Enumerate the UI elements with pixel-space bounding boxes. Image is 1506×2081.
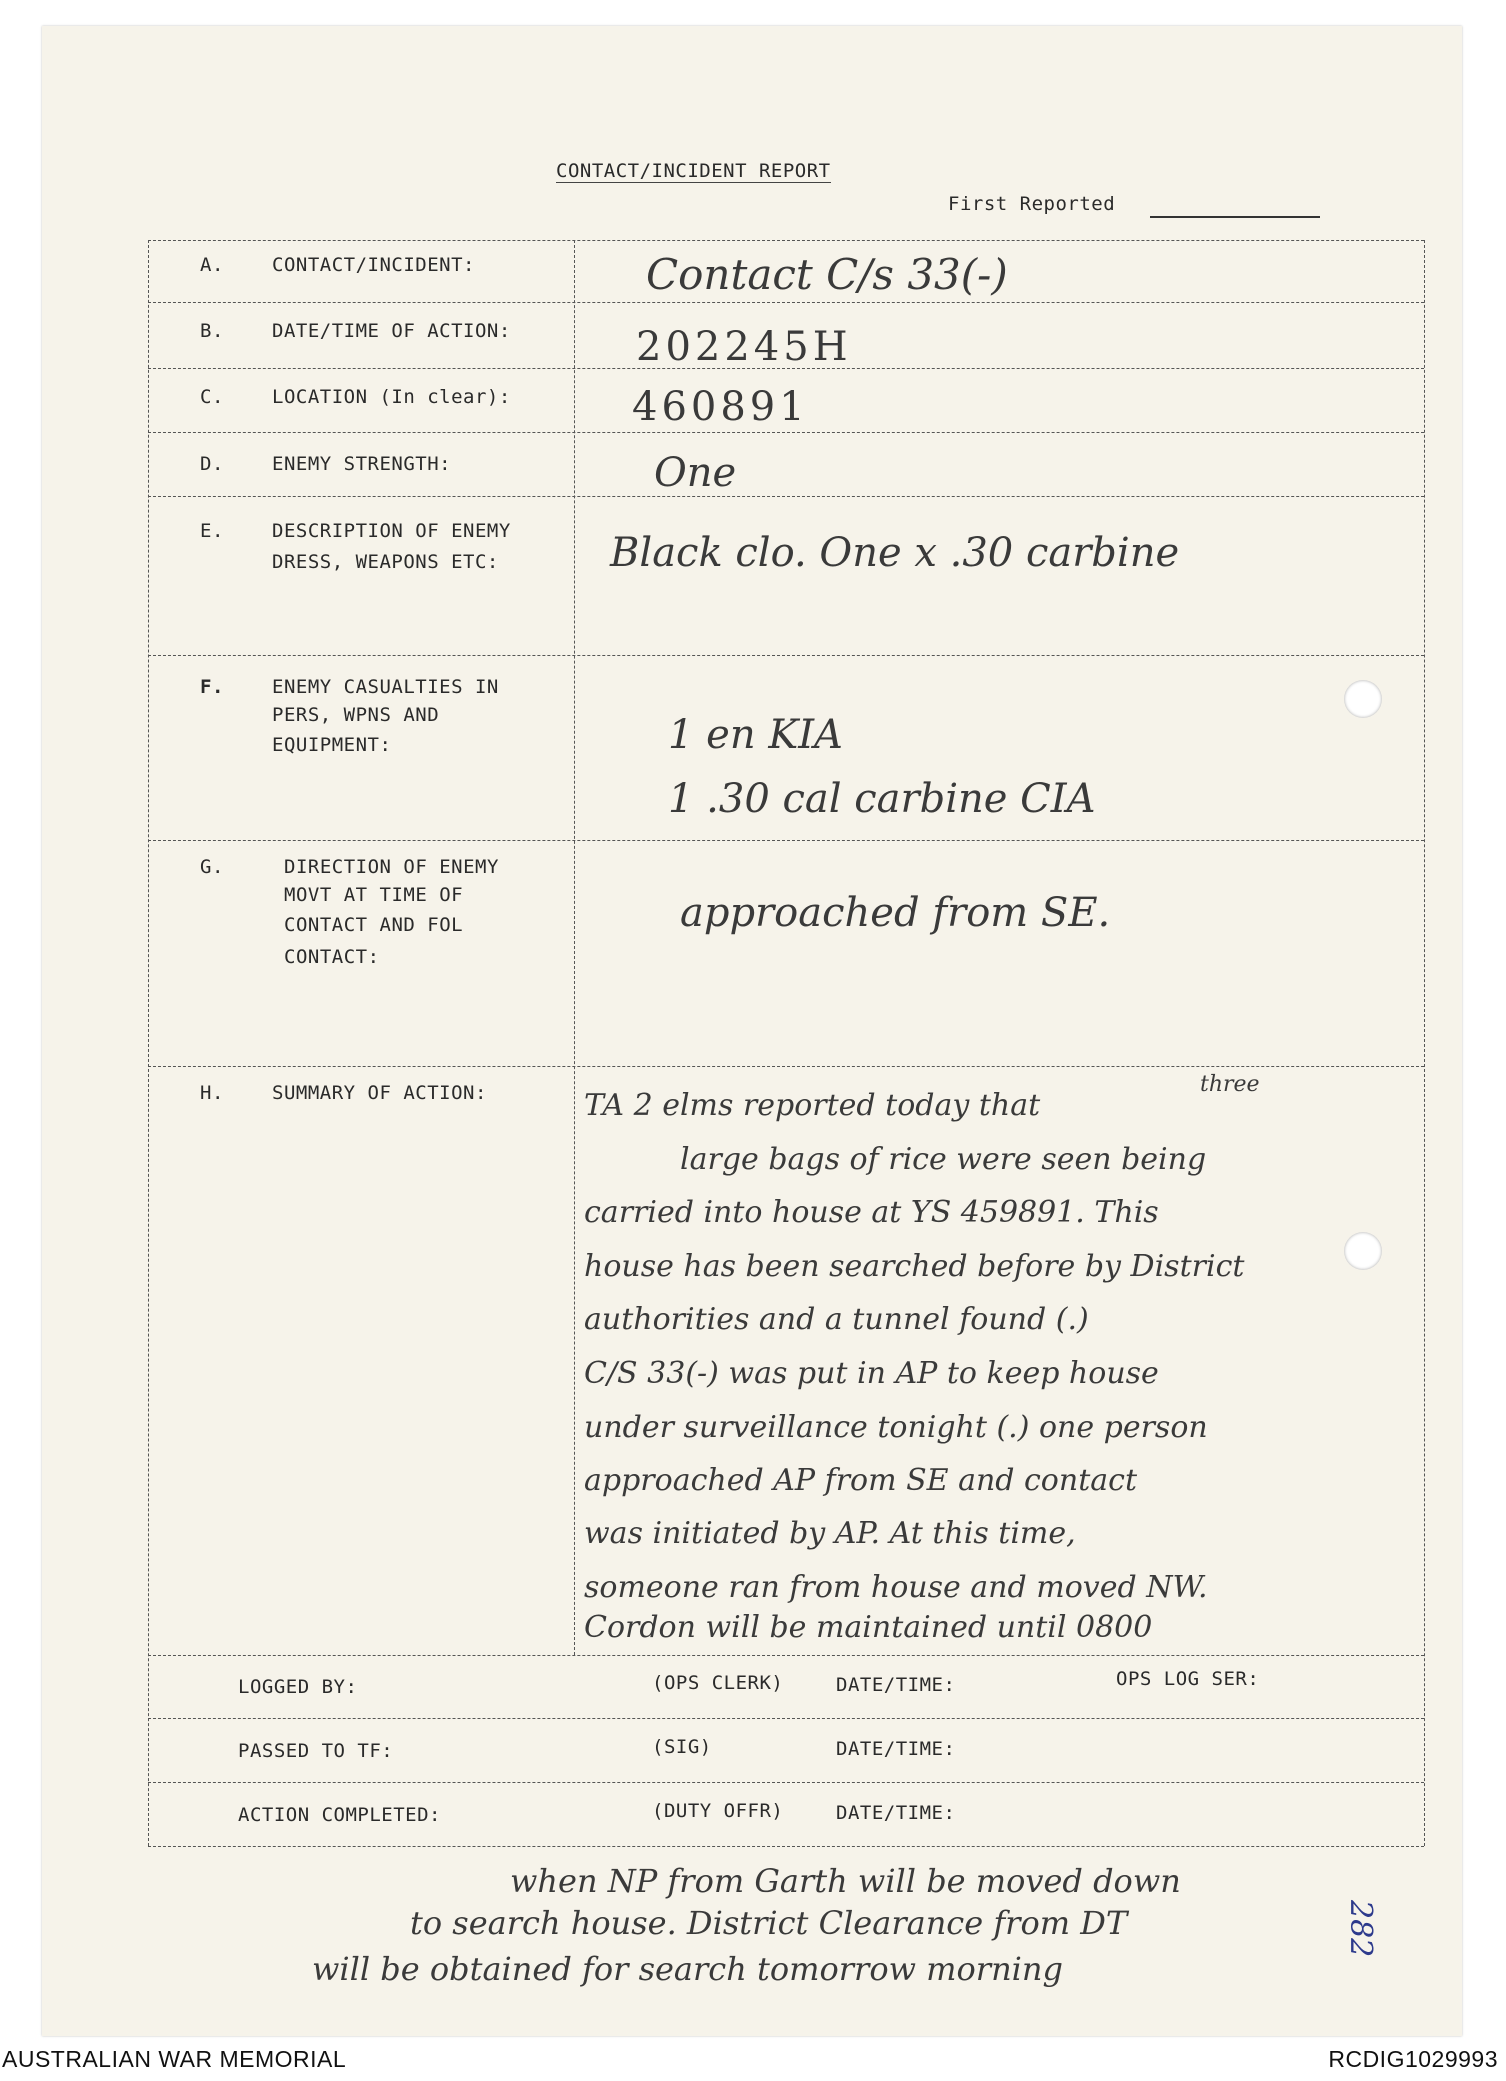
summary-correction: three (1200, 1072, 1260, 1097)
summary-line: under surveillance tonight (.) one person (584, 1410, 1208, 1445)
table-rule (148, 1066, 1424, 1067)
action-completed-datetime: DATE/TIME: (836, 1802, 956, 1824)
table-rule (148, 496, 1424, 497)
table-border-left (148, 240, 149, 1846)
logged-by-label: LOGGED BY: (238, 1676, 358, 1698)
action-completed-role: (DUTY OFFR) (652, 1800, 784, 1822)
row-b-label: DATE/TIME OF ACTION: (272, 320, 511, 342)
row-g-letter: G. (200, 856, 224, 878)
punch-hole (1344, 1232, 1382, 1270)
passed-to-datetime: DATE/TIME: (836, 1738, 956, 1760)
table-rule (148, 840, 1424, 841)
summary-line: C/S 33(-) was put in AP to keep house (584, 1356, 1159, 1391)
report-title: CONTACT/INCIDENT REPORT (556, 160, 831, 182)
table-rule (148, 655, 1424, 656)
summary-line: house has been searched before by District (584, 1249, 1245, 1284)
row-e-value: Black clo. One x .30 carbine (610, 530, 1180, 576)
row-g-label-line2: MOVT AT TIME OF (284, 884, 464, 906)
table-rule (148, 1782, 1424, 1783)
first-reported-label: First Reported (948, 193, 1116, 215)
row-c-label: LOCATION (In clear): (272, 386, 511, 408)
row-d-letter: D. (200, 453, 224, 475)
summary-line: carried into house at YS 459891. This (584, 1195, 1159, 1230)
row-e-letter: E. (200, 520, 224, 542)
passed-to-label: PASSED TO TF: (238, 1740, 394, 1762)
row-f-label-line3: EQUIPMENT: (272, 734, 392, 756)
row-f-label-line2: PERS, WPNS AND (272, 704, 440, 726)
row-c-letter: C. (200, 386, 224, 408)
row-f-value-line2: 1 .30 cal carbine CIA (668, 776, 1096, 822)
table-rule (148, 1718, 1424, 1719)
row-h-letter: H. (200, 1082, 224, 1104)
table-rule (148, 1846, 1424, 1847)
row-a-label: CONTACT/INCIDENT: (272, 254, 475, 276)
row-g-label-line1: DIRECTION OF ENEMY (284, 856, 499, 878)
row-c-value: 460891 (632, 384, 809, 430)
row-b-letter: B. (200, 320, 224, 342)
summary-line: approached AP from SE and contact (584, 1463, 1137, 1498)
source-caption: AUSTRALIAN WAR MEMORIAL (2, 2046, 347, 2072)
passed-to-role: (SIG) (652, 1736, 712, 1758)
record-id-caption: RCDIG1029993 (1328, 2046, 1498, 2072)
row-b-value: 202245H (636, 324, 852, 370)
logged-by-role: (OPS CLERK) (652, 1672, 784, 1694)
table-rule (148, 240, 1424, 241)
bottom-note-line: to search house. District Clearance from DT (410, 1904, 1128, 1942)
row-g-label-line3: CONTACT AND FOL (284, 914, 464, 936)
summary-line: TA 2 elms reported today that (584, 1088, 1041, 1123)
table-rule (148, 1655, 1424, 1656)
row-a-value: Contact C/s 33(-) (646, 250, 1008, 299)
summary-line: someone ran from house and moved NW. (584, 1570, 1208, 1605)
punch-hole (1344, 680, 1382, 718)
table-rule (148, 302, 1424, 303)
action-completed-label: ACTION COMPLETED: (238, 1804, 441, 1826)
first-reported-underline (1150, 216, 1320, 218)
row-g-label-line4: CONTACT: (284, 946, 380, 968)
summary-line: large bags of rice were seen being (680, 1142, 1207, 1177)
row-g-value: approached from SE. (680, 890, 1111, 936)
bottom-note-line: will be obtained for search tomorrow morning (312, 1950, 1063, 1988)
summary-line: authorities and a tunnel found (.) (584, 1302, 1089, 1337)
table-border-right (1424, 240, 1425, 1846)
summary-line: Cordon will be maintained until 0800 (584, 1610, 1153, 1645)
row-f-value-line1: 1 en KIA (668, 712, 843, 758)
row-h-label: SUMMARY OF ACTION: (272, 1082, 487, 1104)
row-e-label-line1: DESCRIPTION OF ENEMY (272, 520, 511, 542)
row-e-label-line2: DRESS, WEAPONS ETC: (272, 551, 499, 573)
table-column-divider (574, 240, 575, 1655)
row-d-value: One (654, 450, 737, 496)
row-f-letter: F. (200, 676, 224, 698)
row-f-label-line1: ENEMY CASUALTIES IN (272, 676, 499, 698)
summary-line: was initiated by AP. At this time, (584, 1516, 1076, 1551)
bottom-note-line: when NP from Garth will be moved down (510, 1862, 1181, 1900)
logged-by-datetime: DATE/TIME: (836, 1674, 956, 1696)
row-d-label: ENEMY STRENGTH: (272, 453, 452, 475)
table-rule (148, 432, 1424, 433)
page-number: 282 (1343, 1900, 1378, 1958)
row-a-letter: A. (200, 254, 224, 276)
ops-log-ser-label: OPS LOG SER: (1116, 1668, 1260, 1690)
